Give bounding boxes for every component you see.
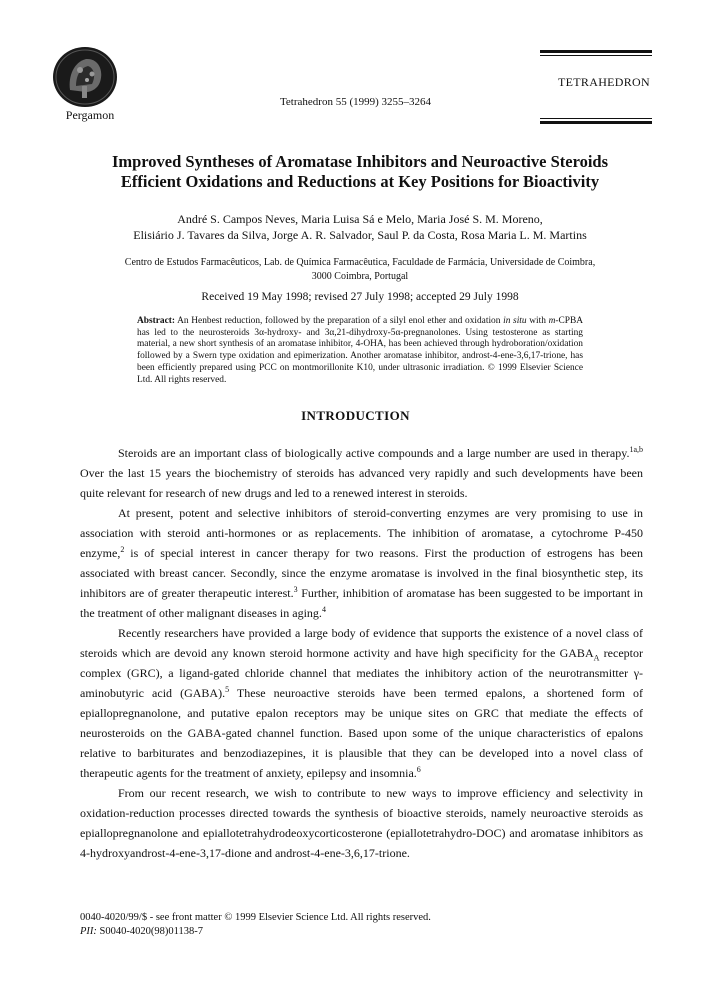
pii-label: PII:: [80, 926, 97, 937]
abstract: [137, 316, 583, 386]
journal-citation: Tetrahedron 55 (1999) 3255–3264: [279, 96, 432, 108]
paragraph: From our recent research, we wish to contribute to new ways to improve efficiency and selectivity in oxidation-reduction processes directed towards the synthesis of bioactive steroids, namely neuroactive steroids as epiallopregnanolone and epiallotetrahydrodeoxycorticosterone (epiallotetrahydro-DOC) and aromatase inhibitors as 4-hydroxyandrost-4-ene-3,17-dione and androst-4-ene-3,6,17-trione.: [80, 786, 643, 860]
title-line: Efficient Oxidations and Reductions at Key Positions for Bioactivity: [120, 172, 600, 191]
title-line: Improved Syntheses of Aromatase Inhibitors and Neuroactive Steroids: [111, 152, 609, 171]
pii-line: [80, 925, 431, 939]
abstract-text: m: [548, 316, 556, 326]
author-list: [60, 211, 660, 243]
abstract-text: in situ: [503, 316, 527, 326]
text: Steroids are an important class of biologically active compounds and a large number are used in therapy.: [118, 446, 630, 460]
body-text: [80, 437, 643, 863]
paragraph: [80, 623, 643, 783]
citation-ref: 5: [225, 685, 230, 694]
citation-ref: 4: [321, 605, 326, 614]
header-rule: [540, 118, 652, 119]
received-dates: Received 19 May 1998; revised 27 July 1998; accepted 29 July 1998: [201, 291, 519, 303]
header-rule: [540, 121, 652, 124]
author-line: André S. Campos Neves, Maria Luisa Sá e Melo, Maria José S. M. Moreno,: [177, 212, 543, 226]
author-line: Elisiário J. Tavares da Silva, Jorge A. R. Salvador, Saul P. da Costa, Rosa Maria L. M. Martins: [133, 228, 587, 242]
text: is of special interest in cancer therapy for two reasons. First the production of estrogens has been associated with breast cancer. Secondly, since the enzyme aromatase is involved in the final biosynthetic step, its inhibitors are of greater therapeutic interest.: [80, 546, 643, 600]
text: Further, inhibition of aromatase has been suggested to be important in the treatment of other malignant diseases in aging.: [80, 586, 643, 620]
citation-ref: 1a,b: [629, 445, 643, 454]
header-rule: [540, 50, 652, 53]
subscript: A: [593, 653, 600, 663]
paragraph: [80, 443, 643, 503]
paragraph: [80, 503, 643, 623]
citation-ref: 2: [120, 545, 125, 554]
abstract-label: Abstract:: [137, 316, 176, 326]
paper-title: [60, 152, 660, 192]
text: Recently researchers have provided a large body of evidence that supports the existence of a novel class of steroids which are devoid any known steroid hormone activity and have high specificity for the GABA: [80, 626, 643, 660]
pii-value: S0040-4020(98)01138-7: [96, 926, 203, 937]
text: These neuroactive steroids have been termed epalons, a shortened form of epiallopregnanolone, and putative epalon receptors may be unique sites on GRC that mediate the effects of neurosteroids on the GABA-gated channel function. Based upon some of the unique characteristics of epalons relative to barbiturates and benzodiazepines, it is plausible that they can be developed into a novel class of therapeutic agents for the treatment of anxiety, epilepsy and insomnia.: [80, 686, 643, 780]
header-rule: [540, 55, 652, 56]
affiliation-line: 3000 Coimbra, Portugal: [311, 271, 409, 282]
publisher-name: Pergamon: [65, 108, 115, 122]
citation-ref: 3: [293, 585, 298, 594]
text: Over the last 15 years the biochemistry of steroids has advanced very rapidly and such developments have been quite relevant for research of new drugs and led to a renewed interest in steroids.: [80, 466, 643, 500]
abstract-text: An Henbest reduction, followed by the preparation of a silyl enol ether and oxidation: [175, 316, 504, 326]
journal-name: TETRAHEDRON: [558, 75, 650, 89]
front-matter-footer: [80, 911, 431, 939]
affiliation-line: Centro de Estudos Farmacêuticos, Lab. de Química Farmacêutica, Faculdade de Farmácia, Universidade de Coimbra,: [124, 257, 596, 268]
citation-ref: 6: [416, 765, 421, 774]
text: At present, potent and selective inhibitors of steroid-converting enzymes are very promising to use in association with steroid anti-hormones or as replacements. The inhibition of aromatase, a cytochrome P-450 enzyme,: [80, 506, 643, 560]
section-heading: INTRODUCTION: [301, 408, 410, 423]
affiliation: [60, 256, 660, 284]
abstract-text: -CPBA has led to the neurosteroids 3α-hydroxy- and 3α,21-dihydroxy-5α-pregnanolones. Using testosterone as starting material, a new short synthesis of an aromatase inhibitor, 4-OHA, has been achieved through hydroboration/oxidation followed by a Swern type oxidation and epimerization. Another aromatase inhibitor, androst-4-ene-3,6,17-trione, has been efficiently prepared using PCC on montmorillonite K10, under ultrasonic irradiation. © 1999 Elsevier Science Ltd. All rights reserved.: [137, 316, 583, 385]
text: receptor complex (GRC), a ligand-gated chloride channel that mediates the inhibitory action of the neurotransmitter γ-aminobutyric acid (GABA).: [80, 646, 643, 700]
copyright-line: 0040-4020/99/$ - see front matter © 1999 Elsevier Science Ltd. All rights reserved.: [80, 912, 431, 923]
abstract-text: with: [526, 316, 549, 326]
